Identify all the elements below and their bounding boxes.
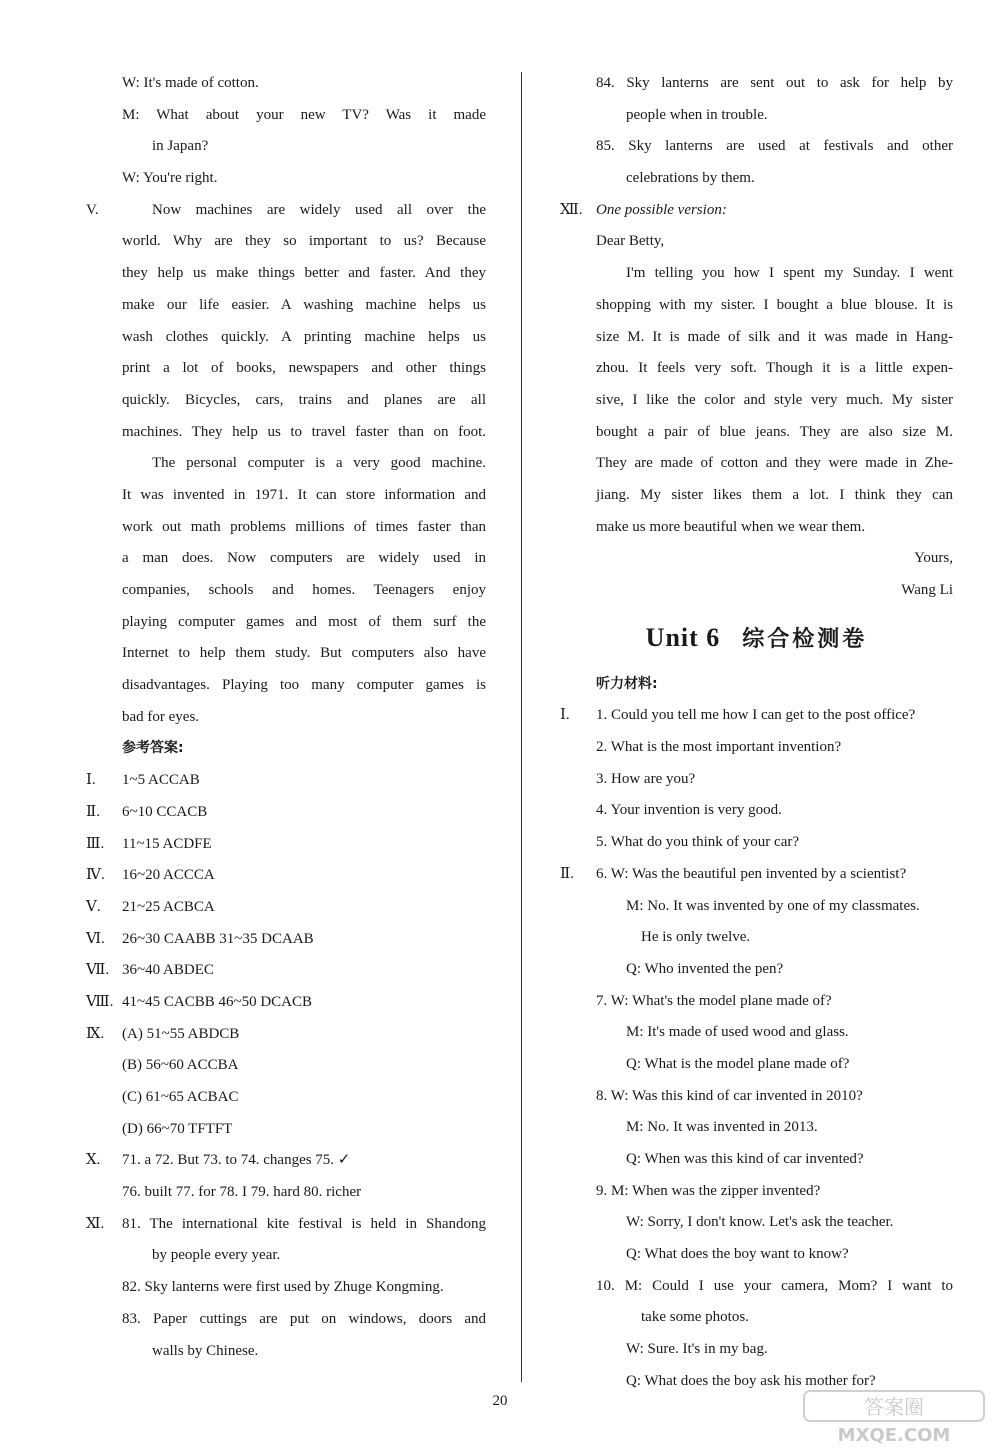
line-text: Yours,	[914, 550, 953, 567]
line-text: (D) 66~70 TFTFT	[122, 1120, 233, 1137]
text-line	[86, 258, 486, 290]
unit-subtitle: 综合检测卷	[742, 626, 868, 652]
section-label: Ⅰ.	[560, 707, 570, 724]
line-text: walls by Chinese.	[152, 1342, 259, 1359]
text-line	[86, 68, 486, 100]
svg-text:答案圈: 答案圈	[864, 1395, 924, 1419]
line-text: take some photos.	[641, 1309, 749, 1326]
line-text: make us more beautiful when we wear them.	[596, 518, 866, 535]
section-label: Ⅶ.	[86, 962, 110, 979]
text-line	[86, 1272, 486, 1304]
line-text: 4. Your invention is very good.	[596, 802, 782, 819]
line-text: He is only twelve.	[641, 929, 751, 946]
text-line	[560, 764, 953, 796]
line-text: M: No. It was invented by one of my classmates.	[626, 897, 920, 914]
line-text: 6~10 CCACB	[122, 803, 208, 820]
text-line	[560, 1176, 953, 1208]
line-text: (C) 61~65 ACBAC	[122, 1089, 239, 1105]
line-text: bought a pair of blue jeans. They are also size M.	[596, 423, 953, 440]
text-line	[560, 1271, 953, 1303]
text-line	[560, 226, 953, 258]
text-line	[560, 700, 953, 732]
text-line	[86, 638, 486, 670]
line-text: work out math problems millions of times faster than	[122, 518, 486, 535]
line-text: 83. Paper cuttings are put on windows, doors and	[122, 1310, 486, 1327]
text-line	[560, 827, 953, 859]
text-line	[560, 1112, 953, 1144]
line-text: world. Why are they so important to us? Because	[122, 233, 486, 250]
text-line	[86, 353, 486, 385]
text-line	[86, 1240, 486, 1272]
section-heading: 听力材料:	[596, 675, 658, 692]
text-line	[560, 417, 953, 449]
text-line	[560, 195, 953, 227]
text-line	[560, 1207, 953, 1239]
line-text: M: No. It was invented in 2013.	[626, 1119, 818, 1136]
line-text: 6. W: Was the beautiful pen invented by a scientist?	[596, 865, 907, 882]
text-line	[86, 417, 486, 449]
line-text: 10. M: Could I use your camera, Mom? I want to	[596, 1277, 953, 1294]
text-line	[560, 732, 953, 764]
text-line	[560, 68, 953, 100]
line-text: 76. built 77. for 78. I 79. hard 80. richer	[122, 1184, 362, 1201]
line-text: shopping with my sister. I bought a blue blouse. It is	[596, 296, 953, 313]
line-text: Now machines are widely used all over the	[152, 201, 486, 218]
section-label: Ⅻ.	[560, 201, 583, 218]
line-text: in Japan?	[152, 138, 209, 155]
text-line	[86, 670, 486, 702]
section-label: Ⅺ.	[86, 1215, 105, 1232]
column-divider	[521, 72, 522, 1382]
line-text: 2. What is the most important invention?	[596, 739, 842, 756]
text-line	[560, 986, 953, 1018]
letter-section	[560, 68, 953, 607]
line-text: Q: Who invented the pen?	[626, 960, 784, 977]
line-text: Q: What does the boy ask his mother for?	[626, 1372, 876, 1389]
line-text: bad for eyes.	[122, 708, 200, 725]
line-text: 85. Sky lanterns are used at festivals and other	[596, 138, 953, 155]
text-line	[560, 1334, 953, 1366]
line-text: 7. W: What's the model plane made of?	[596, 992, 832, 1009]
section-label: Ⅳ.	[86, 867, 105, 884]
line-text: wash clothes quickly. A printing machine helps us	[122, 328, 486, 345]
watermark-logo	[800, 1387, 988, 1447]
text-line	[560, 163, 953, 195]
section-heading: 参考答案:	[122, 740, 184, 757]
line-text: 21~25 ACBCA	[122, 898, 215, 915]
text-line	[86, 1304, 486, 1336]
section-label: Ⅸ.	[86, 1025, 105, 1042]
line-text: (B) 56~60 ACCBA	[122, 1057, 239, 1074]
line-text: Dear Betty,	[596, 233, 665, 250]
line-text: 26~30 CAABB 31~35 DCAAB	[122, 930, 314, 947]
line-text: machines. They help us to travel faster than on foot.	[122, 423, 486, 440]
section-label: Ⅱ.	[560, 865, 574, 882]
unit-title: Unit 6	[645, 622, 721, 652]
text-line	[86, 797, 486, 829]
right-column	[560, 68, 953, 1398]
text-line	[86, 195, 486, 227]
text-line	[86, 955, 486, 987]
unit-heading	[560, 607, 953, 669]
text-line	[560, 448, 953, 480]
text-line	[560, 891, 953, 923]
line-text: sive, I like the color and style very much. My sister	[596, 391, 953, 408]
line-text: playing computer games and most of them surf the	[122, 613, 486, 630]
line-text: companies, schools and homes. Teenagers enjoy	[122, 582, 486, 598]
line-text: Q: What does the boy want to know?	[626, 1246, 849, 1263]
text-line	[86, 1336, 486, 1368]
line-text: W: Sorry, I don't know. Let's ask the teacher.	[626, 1214, 894, 1231]
text-line	[86, 765, 486, 797]
text-line	[560, 795, 953, 827]
text-line	[86, 163, 486, 195]
line-text: size M. It is made of silk and it was made in Hang-	[596, 328, 953, 345]
line-text: 8. W: Was this kind of car invented in 2010?	[596, 1087, 863, 1104]
section-label: Ⅷ.	[86, 993, 114, 1010]
text-line	[560, 258, 953, 290]
text-line	[560, 1302, 953, 1334]
text-line	[560, 575, 953, 607]
line-text: 36~40 ABDEC	[122, 962, 214, 979]
text-line	[560, 480, 953, 512]
text-line	[86, 100, 486, 132]
text-line	[86, 226, 486, 258]
text-line	[86, 924, 486, 956]
section-label: Ⅴ.	[86, 898, 101, 915]
text-line	[86, 1177, 486, 1209]
line-text: 1. Could you tell me how I can get to the post office?	[596, 707, 916, 724]
text-line	[86, 1114, 486, 1146]
line-text: 11~15 ACDFE	[122, 835, 212, 852]
text-line	[560, 1144, 953, 1176]
line-text: 9. M: When was the zipper invented?	[596, 1182, 821, 1199]
text-line	[560, 385, 953, 417]
section-label: Ⅱ.	[86, 803, 100, 820]
text-line	[86, 575, 486, 607]
line-text: jiang. My sister likes them a lot. I think they can	[596, 486, 953, 503]
text-line	[560, 100, 953, 132]
text-line	[560, 1049, 953, 1081]
text-line	[86, 1209, 486, 1241]
text-line	[560, 859, 953, 891]
text-line	[560, 322, 953, 354]
line-text: 1~5 ACCAB	[122, 772, 200, 789]
line-text: by people every year.	[152, 1247, 281, 1264]
line-text: 16~20 ACCCA	[122, 867, 215, 884]
text-line	[560, 512, 953, 544]
line-text: Wang Li	[901, 582, 953, 598]
line-text: 82. Sky lanterns were first used by Zhuge Kongming.	[122, 1279, 444, 1296]
line-text: disadvantages. Playing too many computer games is	[122, 677, 486, 694]
line-text: I'm telling you how I spent my Sunday. I went	[626, 265, 953, 282]
line-text: M: It's made of used wood and glass.	[626, 1024, 849, 1041]
line-text: (A) 51~55 ABDCB	[122, 1025, 240, 1042]
section-label: Ⅰ.	[86, 772, 96, 789]
text-line	[560, 1017, 953, 1049]
line-text: The personal computer is a very good machine.	[152, 455, 486, 472]
left-column	[86, 68, 486, 1367]
line-text: They are made of cotton and they were made in Zhe-	[596, 455, 953, 472]
svg-text:MXQE.COM: MXQE.COM	[837, 1425, 951, 1446]
line-text: One possible version:	[596, 201, 727, 218]
text-line	[86, 860, 486, 892]
text-line	[86, 512, 486, 544]
text-line	[86, 448, 486, 480]
text-line	[86, 290, 486, 322]
line-text: quickly. Bicycles, cars, trains and planes are all	[122, 391, 486, 408]
line-text: a man does. Now computers are widely used in	[122, 550, 486, 567]
line-text: W: Sure. It's in my bag.	[626, 1341, 768, 1358]
text-line	[86, 131, 486, 163]
text-line	[86, 733, 486, 765]
line-text: M: What about your new TV? Was it made	[122, 106, 486, 123]
text-line	[86, 987, 486, 1019]
line-text: make our life easier. A washing machine helps us	[122, 296, 486, 313]
text-line	[560, 1239, 953, 1271]
line-text: It was invented in 1971. It can store information and	[122, 486, 486, 503]
line-text: W: You're right.	[122, 170, 218, 187]
text-line	[86, 322, 486, 354]
line-text: 71. a 72. But 73. to 74. changes 75. ✓	[122, 1152, 351, 1169]
line-text: people when in trouble.	[626, 106, 768, 123]
line-text: 84. Sky lanterns are sent out to ask for help by	[596, 75, 953, 91]
text-line	[560, 543, 953, 575]
line-text: zhou. It feels very soft. Though it is a little expen-	[596, 360, 953, 377]
line-text: 81. The international kite festival is held in Shandong	[122, 1215, 486, 1232]
text-line	[560, 1081, 953, 1113]
section-label: V.	[86, 201, 99, 218]
text-line	[560, 669, 953, 701]
text-line	[86, 892, 486, 924]
text-line	[86, 385, 486, 417]
text-line	[560, 954, 953, 986]
line-text: print a lot of books, newspapers and other things	[122, 360, 486, 377]
text-line	[86, 607, 486, 639]
section-label: Ⅹ.	[86, 1152, 101, 1169]
text-line	[86, 1050, 486, 1082]
line-text: Q: What is the model plane made of?	[626, 1055, 850, 1072]
text-line	[86, 1145, 486, 1177]
line-text: 5. What do you think of your car?	[596, 834, 800, 851]
text-line	[86, 702, 486, 734]
text-line	[86, 543, 486, 575]
text-line	[560, 290, 953, 322]
line-text: Q: When was this kind of car invented?	[626, 1151, 864, 1167]
line-text: Internet to help them study. But computers also have	[122, 645, 486, 662]
line-text: 3. How are you?	[596, 770, 696, 787]
line-text: celebrations by them.	[626, 170, 755, 187]
line-text: 41~45 CACBB 46~50 DCACB	[122, 993, 313, 1010]
section-label: Ⅵ.	[86, 930, 105, 947]
text-line	[86, 1019, 486, 1051]
page-number: 20	[492, 1393, 508, 1409]
line-text: W: It's made of cotton.	[122, 75, 259, 91]
text-line	[86, 1082, 486, 1114]
text-line	[560, 922, 953, 954]
text-line	[86, 480, 486, 512]
text-line	[560, 353, 953, 385]
text-line	[560, 131, 953, 163]
line-text: they help us make things better and faster. And they	[122, 265, 486, 282]
text-line	[86, 829, 486, 861]
section-label: Ⅲ.	[86, 835, 105, 852]
listening-section	[560, 669, 953, 1398]
